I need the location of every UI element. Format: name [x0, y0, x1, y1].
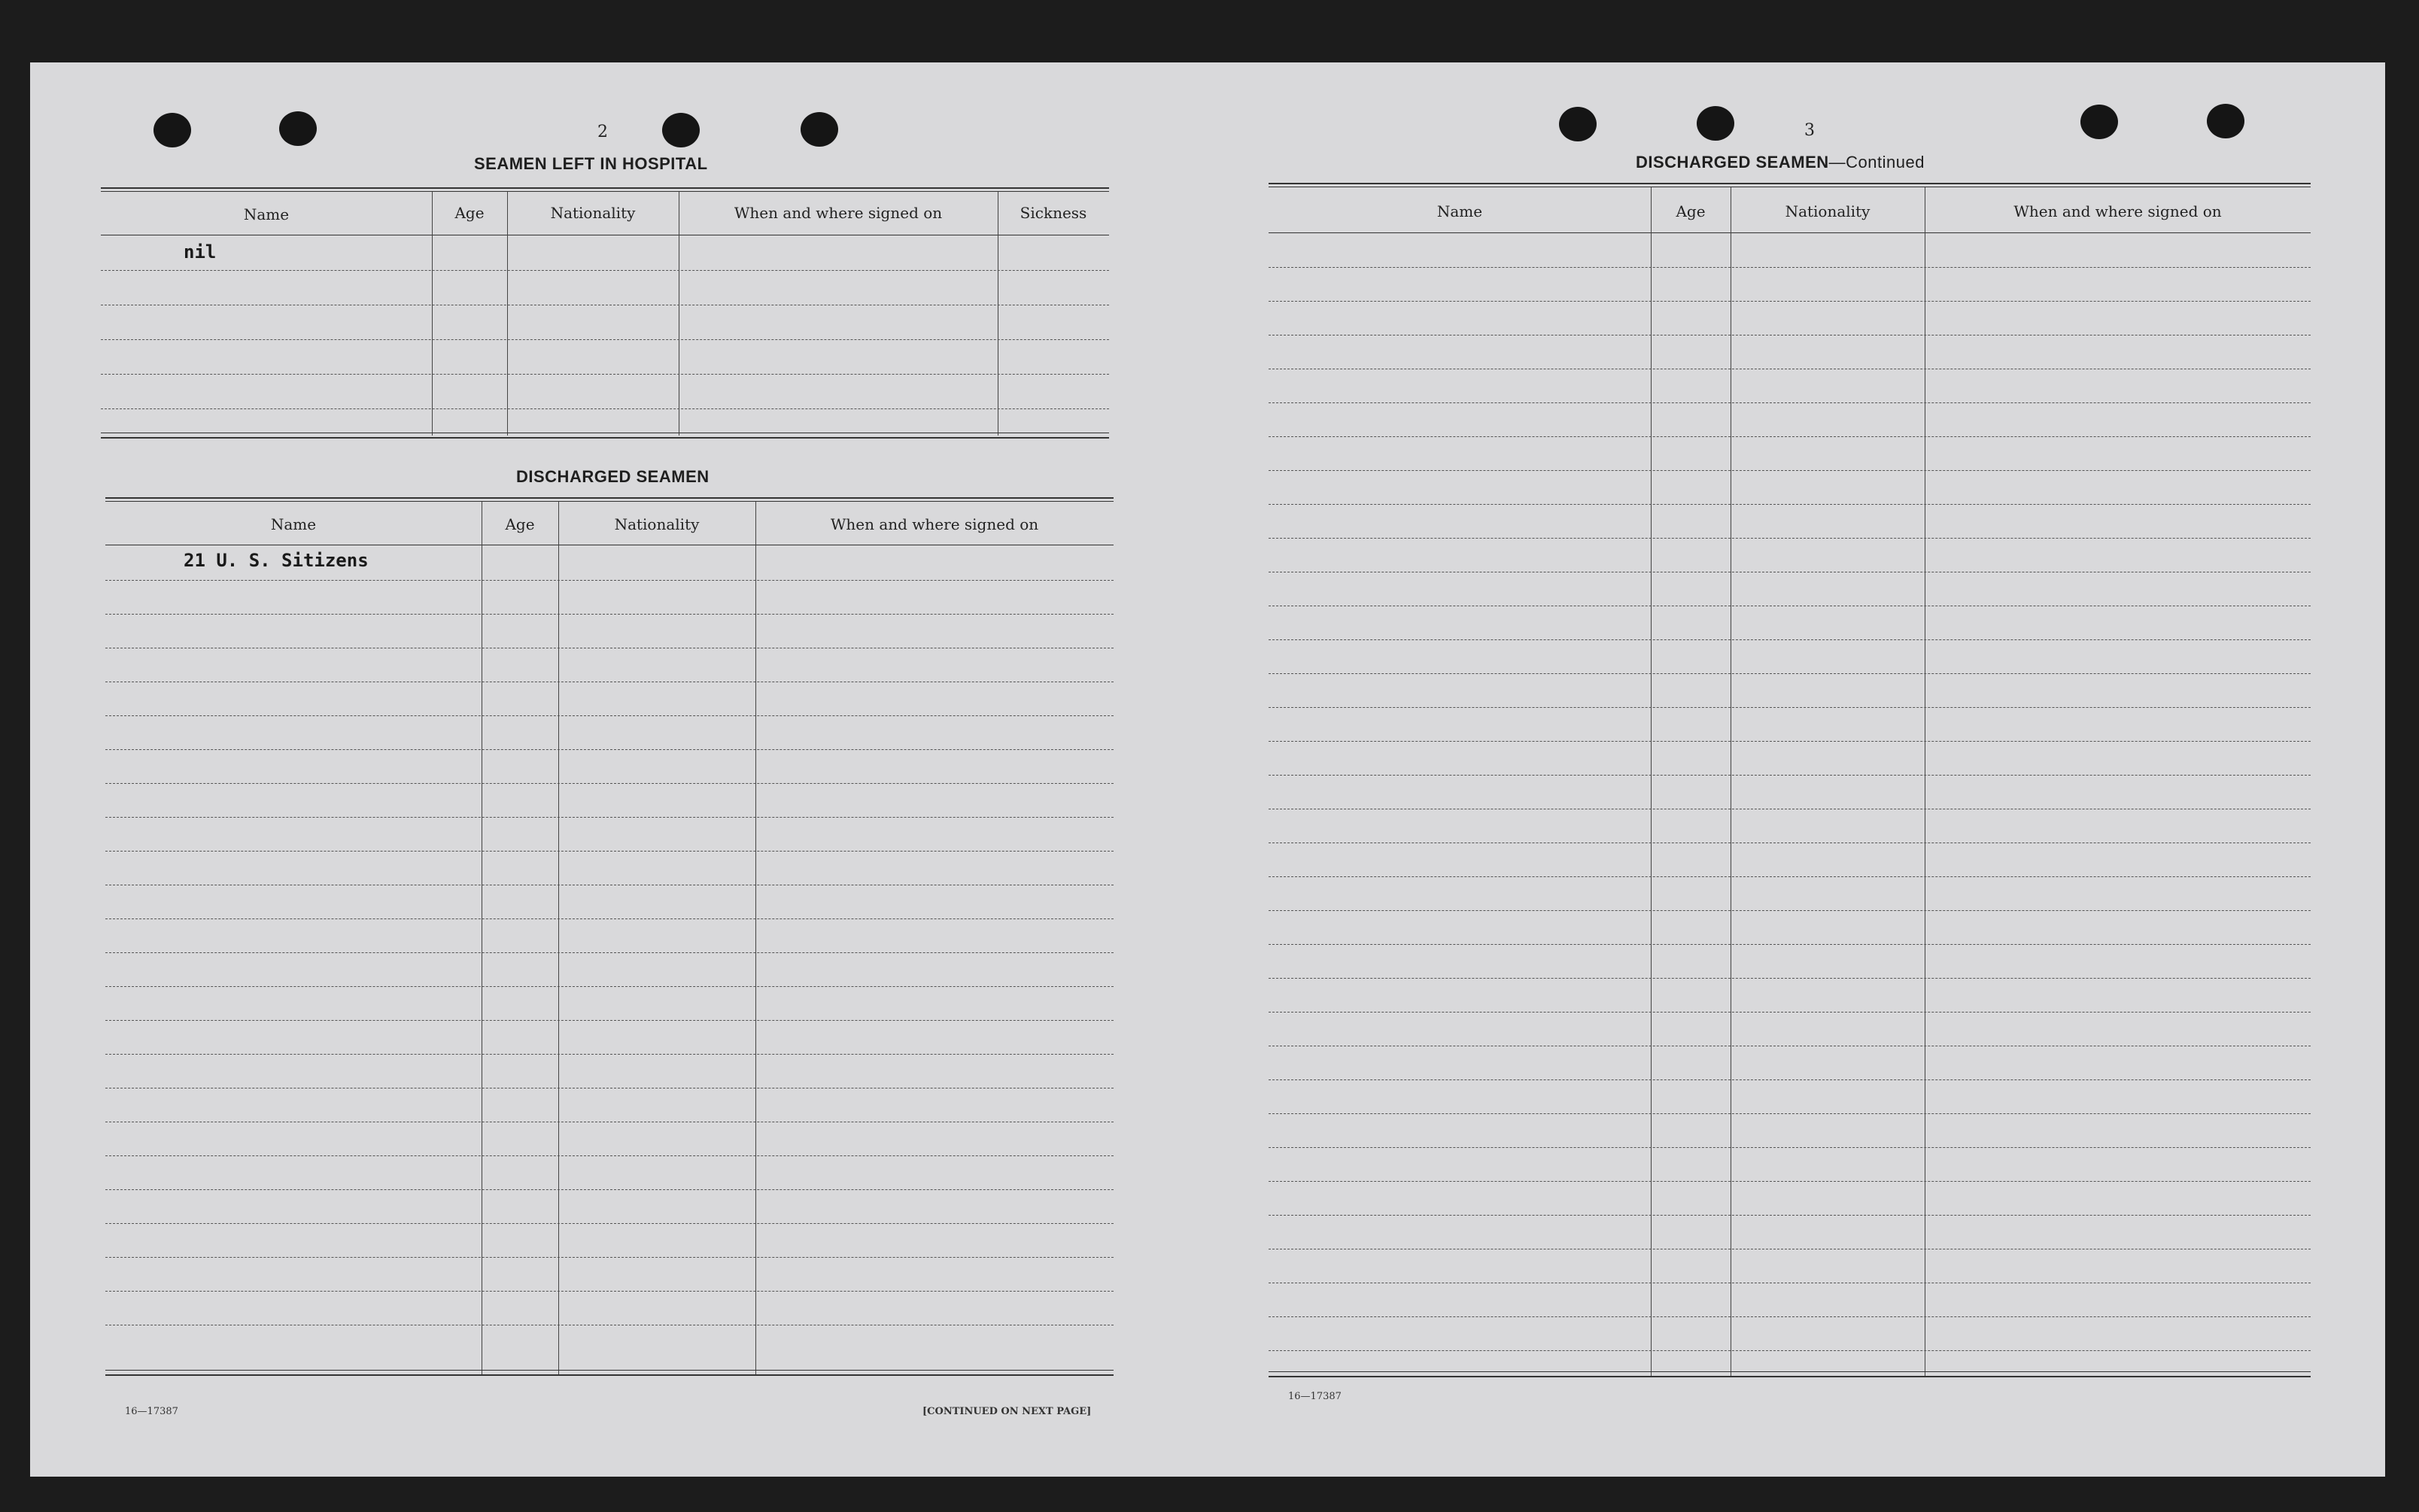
column-header: Nationality [1785, 202, 1870, 220]
hospital-section-title: SEAMEN LEFT IN HOSPITAL [474, 154, 708, 173]
discharged-continued-table [1269, 183, 2311, 1386]
page-number: 3 [1804, 121, 1815, 140]
punch-hole [2080, 105, 2118, 139]
column-header: Sickness [1020, 204, 1087, 222]
column-header: Nationality [614, 515, 700, 533]
hospital-entry: nil [184, 241, 217, 263]
form-number: 16—17387 [125, 1406, 178, 1417]
title-text: DISCHARGED SEAMEN [1636, 153, 1829, 172]
document-paper [30, 62, 2385, 1477]
punch-hole [1697, 106, 1734, 141]
column-header: Age [1676, 202, 1706, 220]
column-header: Nationality [550, 204, 636, 222]
column-header: Age [454, 204, 485, 222]
title-suffix: —Continued [1828, 153, 1925, 172]
discharged-entry: 21 U. S. Sitizens [184, 550, 369, 571]
hospital-table [101, 187, 1109, 443]
punch-hole [801, 112, 838, 147]
punch-hole [662, 113, 700, 147]
discharged-section-title: DISCHARGED SEAMEN [516, 467, 710, 486]
discharged-continued-title [1636, 153, 1925, 172]
column-header: Name [243, 205, 290, 223]
form-number: 16—17387 [1288, 1391, 1342, 1402]
page-number: 2 [597, 123, 608, 141]
punch-hole [279, 111, 317, 146]
column-header: When and where signed on [734, 204, 943, 222]
column-header: Age [505, 515, 535, 533]
punch-hole [2207, 104, 2244, 138]
column-header: When and where signed on [830, 515, 1039, 533]
punch-hole [153, 113, 191, 147]
continued-note: [CONTINUED ON NEXT PAGE] [922, 1406, 1092, 1417]
column-header: Name [1436, 202, 1483, 220]
discharged-table [105, 497, 1114, 1400]
punch-hole [1559, 107, 1597, 141]
column-header: When and where signed on [2013, 202, 2222, 220]
column-header: Name [270, 515, 317, 533]
